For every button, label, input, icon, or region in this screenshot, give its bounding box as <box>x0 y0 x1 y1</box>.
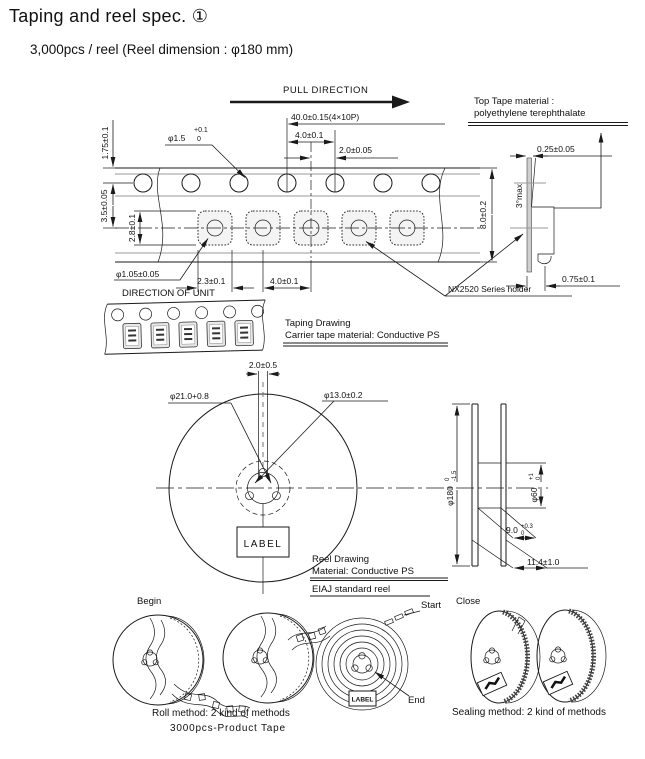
knurled-rim <box>503 612 528 702</box>
start-label: Start <box>421 600 442 611</box>
dim-center-hole: φ1.05±0.05 <box>116 269 160 279</box>
unit-strip-sprocket-holes <box>111 305 263 321</box>
top-tape-material-line1: Top Tape material : <box>474 96 555 107</box>
dim-peel-angle: 3°max <box>514 183 524 209</box>
dim-outer-main: φ180 <box>445 486 455 506</box>
direction-of-unit-label: DIRECTION OF UNIT <box>122 288 215 299</box>
holder-profile <box>532 207 554 264</box>
close-label: Close <box>456 596 481 607</box>
pull-direction-arrow <box>230 85 410 109</box>
holder-note: NX2520 Series holder <box>448 284 532 294</box>
product-tape-caption: 3000pcs-Product Tape <box>170 723 286 734</box>
dim-hub: φ21.0+0.8 <box>170 391 209 401</box>
dim-reel-core <box>529 472 542 502</box>
dim-top-tape-thickness: 0.25±0.05 <box>537 144 575 154</box>
dim-inner-width: 9.0 <box>506 525 518 535</box>
roll-method-caption: Roll method: 2 kind of methods <box>152 708 290 719</box>
pull-direction-label: PULL DIRECTION <box>283 85 369 96</box>
sealing-method-caption: Sealing method: 2 kind of methods <box>452 707 606 718</box>
tape-break-left <box>157 168 163 262</box>
dim-hole-to-pocket-v: 3.5±0.05 <box>99 189 109 223</box>
reel-note-line2: Material: Conductive PS <box>312 566 414 577</box>
dim-10pitch: 40.0±0.15(4×10P) <box>291 112 360 122</box>
dim-total-thickness: 0.75±0.1 <box>562 274 596 284</box>
reel-note <box>310 554 448 596</box>
dim-outer-tol-dn: -1.5 <box>452 470 458 481</box>
spiral-reel-illustration <box>316 600 441 710</box>
arrow-right-icon <box>392 96 410 109</box>
dim-sprocket-hole: φ1.5 <box>168 133 186 143</box>
reel-side-view <box>445 404 588 568</box>
top-tape-material-line2: polyethylene terephthalate <box>474 108 586 119</box>
dim-pocket-width: 2.8±0.1 <box>127 213 137 243</box>
tape-break-right <box>438 168 445 262</box>
tape-tear-line <box>146 618 156 699</box>
dim-outer-tol-up: 0 <box>445 477 451 481</box>
reel-note-line3: EIAJ standard reel <box>312 584 391 595</box>
dim-sprocket-hole-tol-up: +0.1 <box>194 127 208 134</box>
taping-note <box>283 318 448 346</box>
dim-hole-to-pocket: 2.0±0.05 <box>339 145 373 155</box>
dim-pocket-len: 2.3±0.1 <box>197 276 226 286</box>
page-subtitle: 3,000pcs / reel (Reel dimension : φ180 mm) <box>30 42 294 57</box>
roll-method-illustration <box>113 596 330 734</box>
begin-label: Begin <box>137 596 162 607</box>
direction-of-unit-view <box>103 288 266 354</box>
end-label: End <box>408 695 425 706</box>
dim-core-tol-up: +1 <box>529 473 535 480</box>
dim-edge-to-hole: 1.75±0.1 <box>100 126 110 160</box>
dim-pocket-pitch: 4.0±0.1 <box>270 276 299 286</box>
dim-core-main: φ60 <box>529 487 539 503</box>
dim-core-tol-dn: 0 <box>536 476 542 480</box>
taping-note-line2: Carrier tape material: Conductive PS <box>285 330 440 341</box>
spiral-label-text: LABEL <box>351 696 374 704</box>
page-title: Taping and reel spec. ① <box>9 6 209 26</box>
dim-inner-width-tol-up: +0.3 <box>521 524 533 530</box>
dim-sprocket-hole-tol-dn: 0 <box>197 136 201 143</box>
reel-note-line1: Reel Drawing <box>312 554 370 565</box>
sealing-illustration <box>452 596 606 718</box>
dim-inner-width-tol-dn: 0 <box>521 531 525 537</box>
units-on-tape <box>123 320 254 348</box>
carrier-tape-top-view <box>115 142 480 262</box>
dim-arbor-hole: φ13.0±0.2 <box>324 390 363 400</box>
reel-label-text: LABEL <box>243 539 283 550</box>
dim-slot-width: 2.0±0.5 <box>248 360 278 370</box>
taping-note-line1: Taping Drawing <box>285 318 351 329</box>
dim-outer-width: 11.4±1.0 <box>527 557 560 567</box>
dim-tape-width: 8.0±0.2 <box>478 200 488 230</box>
dim-hole-pitch: 4.0±0.1 <box>295 130 324 140</box>
